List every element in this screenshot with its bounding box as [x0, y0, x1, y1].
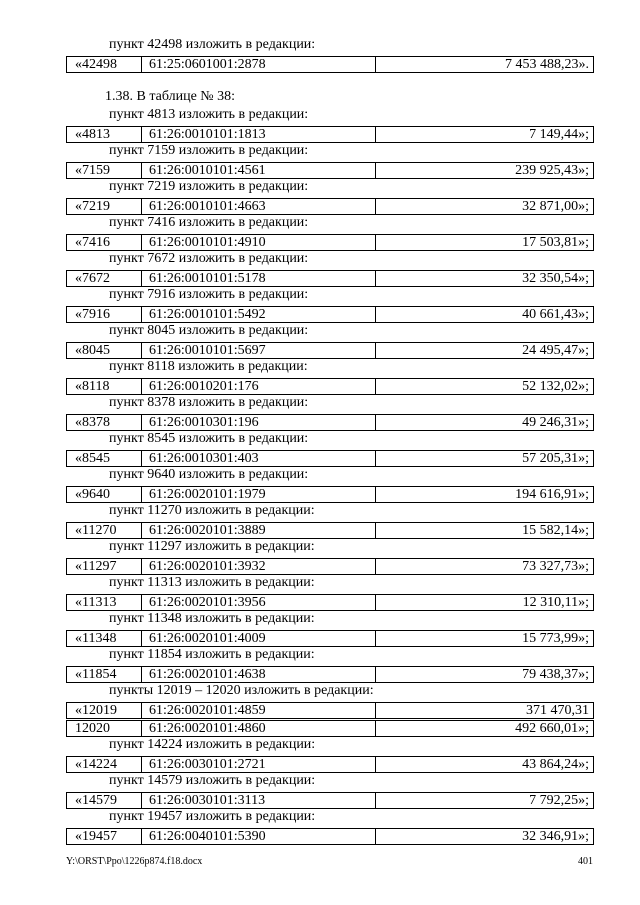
cadastral-number-cell: 61:26:0010101:5492: [149, 307, 266, 322]
table-row: [66, 486, 594, 503]
cadastral-number-cell: 61:26:0010101:5697: [149, 343, 266, 358]
column-divider: [375, 57, 376, 72]
column-divider: [375, 487, 376, 502]
amendment-instruction: пункт 7672 изложить в редакции:: [109, 251, 309, 266]
amendment-instruction: пункт 7159 изложить в редакции:: [109, 143, 309, 158]
value-cell: 12 310,11»;: [522, 595, 589, 610]
column-divider: [141, 703, 142, 718]
amendment-instruction: пункт 7416 изложить в редакции:: [109, 215, 309, 230]
column-divider: [141, 631, 142, 646]
cadastral-number-cell: 61:26:0010101:4910: [149, 235, 266, 250]
column-divider: [375, 271, 376, 286]
row-number-cell: «19457: [75, 829, 117, 844]
table-row: [66, 522, 594, 539]
value-cell: 32 346,91»;: [522, 829, 589, 844]
amendment-instruction: пункт 7916 изложить в редакции:: [109, 287, 309, 302]
value-cell: 194 616,91»;: [515, 487, 589, 502]
value-cell: 43 864,24»;: [522, 757, 589, 772]
cadastral-number-cell: 61:26:0020101:4638: [149, 667, 266, 682]
column-divider: [375, 127, 376, 142]
table-row: [66, 234, 594, 251]
column-divider: [141, 487, 142, 502]
column-divider: [141, 57, 142, 72]
row-number-cell: «9640: [75, 487, 110, 502]
cadastral-number-cell: 61:26:0020101:3932: [149, 559, 266, 574]
value-cell: 73 327,73»;: [522, 559, 589, 574]
row-number-cell: «7416: [75, 235, 110, 250]
value-cell: 32 871,00»;: [522, 199, 589, 214]
row-number-cell: «11270: [75, 523, 117, 538]
table-row: [66, 198, 594, 215]
amendment-instruction: пункт 14579 изложить в редакции:: [109, 773, 316, 788]
table-row: [66, 594, 594, 611]
cadastral-number-cell: 61:26:0020101:3956: [149, 595, 266, 610]
column-divider: [141, 271, 142, 286]
column-divider: [375, 379, 376, 394]
row-number-cell: «8545: [75, 451, 110, 466]
value-cell: 24 495,47»;: [522, 343, 589, 358]
column-divider: [375, 163, 376, 178]
cadastral-number-cell: 61:26:0020101:4860: [149, 721, 266, 736]
amendment-instruction: пункт 9640 изложить в редакции:: [109, 467, 309, 482]
column-divider: [375, 235, 376, 250]
cadastral-number-cell: 61:26:0040101:5390: [149, 829, 266, 844]
row-number-cell: «4813: [75, 127, 110, 142]
value-cell: 7 792,25»;: [529, 793, 589, 808]
table-row: [66, 702, 594, 719]
row-number-cell: «14579: [75, 793, 117, 808]
column-divider: [141, 415, 142, 430]
value-cell: 17 503,81»;: [522, 235, 589, 250]
amendment-instruction: пункт 11313 изложить в редакции:: [109, 575, 315, 590]
column-divider: [141, 793, 142, 808]
cadastral-number-cell: 61:26:0010101:1813: [149, 127, 266, 142]
table-row: [66, 720, 594, 737]
table-row: [66, 162, 594, 179]
row-number-cell: «12019: [75, 703, 117, 718]
column-divider: [375, 793, 376, 808]
row-number-cell: «11348: [75, 631, 117, 646]
table-row: [66, 306, 594, 323]
table-row: [66, 666, 594, 683]
table-row: [66, 792, 594, 809]
cadastral-number-cell: 61:26:0030101:3113: [149, 793, 266, 808]
column-divider: [375, 829, 376, 844]
row-number-cell: «8045: [75, 343, 110, 358]
column-divider: [375, 451, 376, 466]
cadastral-number-cell: 61:25:0601001:2878: [149, 57, 266, 72]
table-row: [66, 270, 594, 287]
column-divider: [141, 343, 142, 358]
footer-page-number: 401: [578, 856, 593, 867]
cadastral-number-cell: 61:26:0020101:4859: [149, 703, 266, 718]
column-divider: [375, 703, 376, 718]
value-cell: 15 773,99»;: [522, 631, 589, 646]
value-cell: 239 925,43»;: [515, 163, 589, 178]
value-cell: 57 205,31»;: [522, 451, 589, 466]
column-divider: [375, 757, 376, 772]
column-divider: [375, 343, 376, 358]
amendment-instruction: пункт 8545 изложить в редакции:: [109, 431, 309, 446]
value-cell: 371 470,31: [526, 703, 589, 718]
amendment-instruction: пункт 11854 изложить в редакции:: [109, 647, 315, 662]
amendment-instruction: пункт 8118 изложить в редакции:: [109, 359, 308, 374]
column-divider: [375, 307, 376, 322]
column-divider: [375, 523, 376, 538]
value-cell: 52 132,02»;: [522, 379, 589, 394]
row-number-cell: «7159: [75, 163, 110, 178]
column-divider: [141, 667, 142, 682]
column-divider: [141, 523, 142, 538]
table-row: [66, 828, 594, 845]
table-row: [66, 56, 594, 73]
table-row: [66, 756, 594, 773]
table-row: [66, 630, 594, 647]
amendment-instruction: пункт 11348 изложить в редакции:: [109, 611, 315, 626]
column-divider: [375, 415, 376, 430]
amendment-instruction: пункт 4813 изложить в редакции:: [109, 107, 309, 122]
row-number-cell: «8118: [75, 379, 110, 394]
column-divider: [141, 379, 142, 394]
value-cell: 7 453 488,23».: [505, 57, 589, 72]
cadastral-number-cell: 61:26:0010101:4663: [149, 199, 266, 214]
table-row: [66, 378, 594, 395]
footer-file-path: Y:\ORST\Ppo\1226p874.f18.docx: [66, 856, 203, 867]
column-divider: [141, 307, 142, 322]
amendment-instruction: пункт 11297 изложить в редакции:: [109, 539, 315, 554]
value-cell: 32 350,54»;: [522, 271, 589, 286]
row-number-cell: 12020: [75, 721, 110, 736]
column-divider: [141, 451, 142, 466]
cadastral-number-cell: 61:26:0010201:176: [149, 379, 259, 394]
table-row: [66, 558, 594, 575]
table-row: [66, 126, 594, 143]
value-cell: 7 149,44»;: [529, 127, 589, 142]
column-divider: [375, 559, 376, 574]
value-cell: 40 661,43»;: [522, 307, 589, 322]
column-divider: [141, 829, 142, 844]
value-cell: 15 582,14»;: [522, 523, 589, 538]
column-divider: [141, 757, 142, 772]
column-divider: [141, 127, 142, 142]
cadastral-number-cell: 61:26:0030101:2721: [149, 757, 266, 772]
column-divider: [375, 631, 376, 646]
amendment-instruction: пункт 19457 изложить в редакции:: [109, 809, 316, 824]
row-number-cell: «11313: [75, 595, 117, 610]
amendment-instruction: пункт 8045 изложить в редакции:: [109, 323, 309, 338]
column-divider: [141, 721, 142, 736]
column-divider: [375, 595, 376, 610]
cadastral-number-cell: 61:26:0010101:5178: [149, 271, 266, 286]
column-divider: [141, 595, 142, 610]
column-divider: [141, 199, 142, 214]
cadastral-number-cell: 61:26:0010301:196: [149, 415, 259, 430]
amendment-instruction: пункт 8378 изложить в редакции:: [109, 395, 309, 410]
column-divider: [141, 163, 142, 178]
amendment-instruction: пункт 11270 изложить в редакции:: [109, 503, 315, 518]
table-row: [66, 450, 594, 467]
amendment-instruction: пункты 12019 – 12020 изложить в редакции:: [109, 683, 374, 698]
table-row: [66, 342, 594, 359]
section-heading: 1.38. В таблице № 38:: [105, 89, 236, 104]
column-divider: [141, 559, 142, 574]
row-number-cell: «7672: [75, 271, 110, 286]
value-cell: 79 438,37»;: [522, 667, 589, 682]
cadastral-number-cell: 61:26:0020101:3889: [149, 523, 266, 538]
cadastral-number-cell: 61:26:0010301:403: [149, 451, 259, 466]
value-cell: 492 660,01»;: [515, 721, 589, 736]
row-number-cell: «11297: [75, 559, 117, 574]
amendment-instruction: пункт 14224 изложить в редакции:: [109, 737, 316, 752]
column-divider: [375, 199, 376, 214]
amendment-instruction: пункт 42498 изложить в редакции:: [109, 37, 316, 52]
row-number-cell: «8378: [75, 415, 110, 430]
row-number-cell: «7916: [75, 307, 110, 322]
amendment-instruction: пункт 7219 изложить в редакции:: [109, 179, 309, 194]
table-row: [66, 414, 594, 431]
row-number-cell: «7219: [75, 199, 110, 214]
column-divider: [375, 667, 376, 682]
column-divider: [375, 721, 376, 736]
column-divider: [141, 235, 142, 250]
row-number-cell: «42498: [75, 57, 117, 72]
row-number-cell: «14224: [75, 757, 117, 772]
cadastral-number-cell: 61:26:0020101:1979: [149, 487, 266, 502]
cadastral-number-cell: 61:26:0020101:4009: [149, 631, 266, 646]
value-cell: 49 246,31»;: [522, 415, 589, 430]
row-number-cell: «11854: [75, 667, 117, 682]
cadastral-number-cell: 61:26:0010101:4561: [149, 163, 266, 178]
